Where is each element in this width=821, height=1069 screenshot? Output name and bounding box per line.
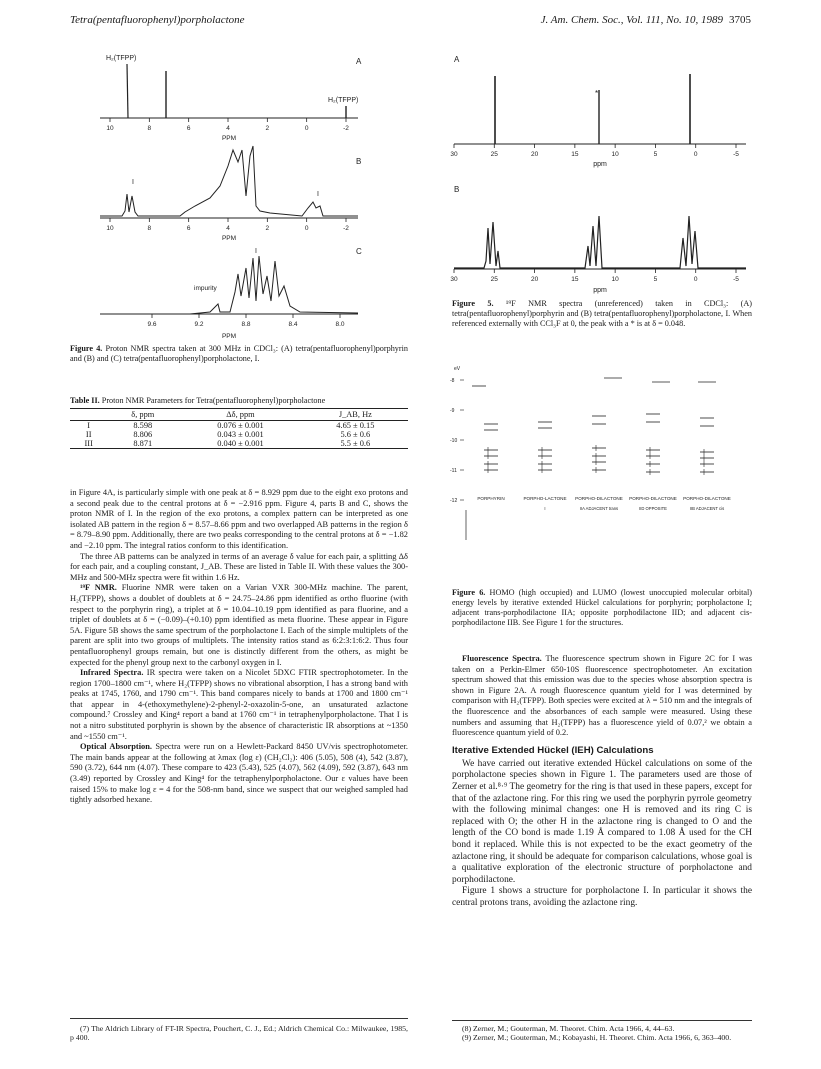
paragraph: Figure 1 shows a structure for porpholactone I. In particular it shows the central protons trans, avoiding the azlactone ring. xyxy=(452,886,752,908)
table-cell: 8.806 xyxy=(133,430,153,439)
fig4a-peak-label-left: H₂(TFPP) xyxy=(106,55,137,62)
fig5-panel-b xyxy=(450,185,746,294)
fig4-panel-b xyxy=(100,146,361,242)
figure-5-caption-text: ¹⁹F NMR spectra (unreferenced) taken in CDCl₃: (A) tetra(pentafluorophenyl)porphyrin and (B) tetra(pentafluorophenyl)porpholactone, I. When referenced externally with CCl₃F at 0, the peak with a * is at δ = 0.048. xyxy=(452,299,752,328)
fig4c-tick-label: 9.2 xyxy=(194,321,204,328)
fig6-axis-tick-label: -11 xyxy=(450,468,457,474)
footnotes-right xyxy=(452,1024,752,1043)
figure-5-caption xyxy=(452,299,752,329)
fig6-column-sublabel: IIA ADJACENT trans xyxy=(579,506,619,511)
fig5a-tick-label: 0 xyxy=(693,151,698,158)
fig5b-tick-label: 15 xyxy=(571,276,579,283)
running-header-journal xyxy=(541,14,751,26)
fig4a-main-peak xyxy=(127,64,128,118)
table-header-cell: δ, ppm xyxy=(107,409,178,421)
fig4b-marker-left: I xyxy=(132,179,134,186)
fig5a-tick-label: 30 xyxy=(450,151,458,158)
fig5a-tick-label: 20 xyxy=(530,151,539,158)
fig5b-xlabel: ppm xyxy=(593,287,607,294)
fig4b-tick-label: 4 xyxy=(226,225,230,232)
figure-6-caption-text: HOMO (high occupied) and LUMO (lowest unoccupied molecular orbital) energy levels by iterative extended Hückel calculations for porphyrin; porpholactone I; adjacent trans-porphodilactone IIA; opposite porphodilactone IID; and adjacent cis-porphodilactone IIB. See Figure 1 for the structures. xyxy=(452,588,753,627)
journal-citation: J. Am. Chem. Soc., Vol. 111, No. 10, 1989 xyxy=(540,14,723,26)
fig5a-tick-label: 25 xyxy=(490,151,498,158)
fig4b-xlabel: PPM xyxy=(221,235,237,242)
table-cell: 0.040 ± 0.001 xyxy=(178,439,302,449)
paragraph xyxy=(452,654,752,739)
table-header-cell: Δδ, ppm xyxy=(178,409,302,421)
fig4c-tick-label: 8.8 xyxy=(241,321,251,328)
fig4b-tick-label: 8 xyxy=(147,225,152,232)
figure-4 xyxy=(70,46,370,342)
fig6-axis-tick-label: -10 xyxy=(450,438,458,444)
fig4c-tick-label: 8.4 xyxy=(288,321,298,328)
fig6-column-label: PORPHO-LACTONE xyxy=(523,496,567,501)
figure-4-caption xyxy=(70,344,408,364)
fig4c-marker: I xyxy=(255,248,257,255)
paragraph-text: The fluorescence spectrum shown in Figure 2C for I was taken on a Perkin-Elmer 650-10S fluorescence spectrophotometer. An excitation spectrum showed that this emission was due to the species whose absorption spectra is shown in Figure 2A. A rough fluorescence quantum yield for I was determined by comparison with H₂(TFPP). Both species were excited at λ = 510 nm and the integrals of the fluorescence and the absorbances of each sample were measured. Using these numbers and assuming that H₂(TFPP) has a fluorescence yield of 0.07,² we obtain a fluorescence quantum yield of 0.2. xyxy=(452,654,752,738)
left-column-body xyxy=(70,488,408,806)
fig4c-panel-label: C xyxy=(356,247,362,256)
table-2-grid xyxy=(70,408,408,449)
table-cell: 8.598 xyxy=(133,421,153,430)
fig4a-tick-label: 10 xyxy=(106,125,114,132)
figure-6-caption-label: Figure 6. xyxy=(452,588,486,597)
fig4c-tick-label: 8.0 xyxy=(335,321,345,328)
table-cell: 8.871 xyxy=(107,439,178,449)
paragraph-text: Spectra were run on a Hewlett-Packard 8450 UV/vis spectrophotometer. The main bands appear at the following at λmax (log ε) (CH₂Cl₂): 406 (5.05), 508 (4), 542 (3.87), 590 (3.72), 644 nm (4.07). These compare to 423 (5.43), 525 (4.07), 562 (4.09), 592 (3.87), 643 nm (3.49) reported by Crossley and King⁴ for the tetraphenylporpholactone. Our ε values have been raised 15% to make log ε = 4 for the 508-nm band, since we suspect that our weighed sampled had tightly adsorbed hexane. xyxy=(70,742,409,805)
figure-5 xyxy=(440,46,756,296)
fig5a-panel-label: A xyxy=(454,55,460,64)
figure-4-spectra xyxy=(70,46,370,342)
fig6-column-sublabel: I xyxy=(544,506,546,511)
fig4a-xlabel: PPM xyxy=(221,135,237,142)
fig5b-tick-label: 25 xyxy=(490,276,498,283)
fig4c-impurity-label: impurity xyxy=(194,285,217,292)
table-2 xyxy=(70,396,408,449)
table-cell: III xyxy=(70,439,107,449)
footnote-7: (7) The Aldrich Library of FT-IR Spectra, Pouchert, C. J., Ed.; Aldrich Chemical Co.: Milwaukee, 1985, p 400. xyxy=(70,1024,408,1043)
fig4a-tick-label: 8 xyxy=(147,125,152,132)
table-cell: 5.5 ± 0.6 xyxy=(303,439,408,449)
fig5b-panel-label: B xyxy=(454,185,460,194)
running-header-title: Tetra(pentafluorophenyl)porpholactone xyxy=(70,14,245,26)
fig6-axis-tick-label: -12 xyxy=(450,498,458,504)
fig5-panel-a xyxy=(450,55,746,168)
fig6-column-sublabel: IIB ADJACENT cis xyxy=(689,506,725,511)
fig4a-peak-label-right: H₂(TFPP) xyxy=(328,97,359,104)
fig4b-tick-label: 2 xyxy=(265,225,270,232)
fig5b-spectrum-trace xyxy=(454,216,746,268)
table-cell: 5.6 ± 0.6 xyxy=(340,430,371,439)
fig4b-tick-label: 6 xyxy=(186,225,191,232)
paragraph: in Figure 4A, is particularly simple with one peak at δ = 8.929 ppm due to the eight exo protons and a second peak due to the central protons at δ = −2.916 ppm. Figure 4, parts B and C, shows the proton NMR of I. In the region of the exo protons, a complex pattern can be interpreted as one isolated AB pattern in the region δ = 8.57–8.66 ppm and two overlapped AB patterns in the region δ = 8.79–8.90 ppm. Additionally, there are two peaks corresponding to the central protons at δ = −1.82 and −2.10 ppm. The integral ratios conform to this identification. xyxy=(70,488,408,550)
fig4b-tick-label: -2 xyxy=(343,225,349,232)
fig5a-star: * xyxy=(595,89,599,98)
fig6-column-sublabel: IID OPPOSITE xyxy=(639,506,667,511)
paragraph: We have carried out iterative extended Hückel calculations on some of the porpholactone species shown in Figure 1. The parameters used are those of Zerner et al.⁸·⁹ The geometry for the ring is that used in these papers, except for that of the azlactone ring. For this ring we used the porphyrin pyrrole geometry with the following minimal changes: one H is removed and its ring C is replaced with O; the other H in the azlactone ring is changed to O and the length of the CO bond is made 1.19 Å compared to 1.08 Å used for the CH bond it replaced. While this is not expected to be the exact geometry of the azlactone ring, it should be adequate for comparison calculations, whose goal is a qualitative exploration of the electronic structure of porpholactone and porphodilactone. xyxy=(452,758,752,885)
paragraph-text: IR spectra were taken on a Nicolet 5DXC FTIR spectrophotometer. In the region 1700–1800 cm⁻¹, where H₂(TFPP) shows no vibrational absorption, I has a strong band with peaks at 1745, 1760, and 1790 cm⁻¹. This band compares nicely to bands at 1700 and 1800 cm⁻¹ that appear in 4-(ethoxymethylene)-2-phenyl-2-oxazolin-5-one, an unsaturated azlactone compound.⁷ Crossley and King⁴ report a band at 1760 cm⁻¹ in tetraphenylporpholactone. That I is not a nitro substituted porphyrin is shown by the absence of characteristic IR absorptions at ~1350 and ~1550 cm⁻¹. xyxy=(70,668,408,741)
fig5a-tick-label: 5 xyxy=(653,151,658,158)
fig4b-spectrum-trace xyxy=(100,146,358,216)
fig4a-panel-label: A xyxy=(356,57,362,66)
figure-6 xyxy=(446,360,752,572)
table-cell: I xyxy=(87,421,91,430)
fig4a-tick-label: 6 xyxy=(186,125,191,132)
fig4b-tick-label: 10 xyxy=(106,225,114,232)
fig6-axis-unit: eV xyxy=(454,366,461,372)
table-row xyxy=(70,430,408,439)
fig4c-tick-label: 9.6 xyxy=(147,321,157,328)
fig6-column-label: PORPHO-DILACTONE xyxy=(629,496,677,501)
figure-4-caption-text: Proton NMR spectra taken at 300 MHz in CDCl₃: (A) tetra(pentafluorophenyl)porphyrin and (B) and (C) tetra(pentafluorophenyl)porpholactone, I. xyxy=(70,344,408,363)
paragraph: The three AB patterns can be analyzed in terms of an average δ value for each pair, a splitting Δδ for each pair, and a coupling constant, J_AB. These are listed in Table II. With these values the 300-MHz and 500-MHz spectra were fit within 1.6 Hz. xyxy=(70,551,408,582)
table-cell: 0.076 ± 0.001 xyxy=(217,421,264,430)
fig5b-tick-label: 0 xyxy=(693,276,698,283)
figure-4-caption-label: Figure 4. xyxy=(70,344,103,353)
fig4-panel-a xyxy=(100,55,362,142)
fig4a-tick-label: 2 xyxy=(265,125,270,132)
table-cell: II xyxy=(85,430,92,439)
table-2-title xyxy=(70,396,408,406)
fig5b-tick-label: 5 xyxy=(653,276,658,283)
run-in-heading: ¹⁹F NMR. xyxy=(80,583,117,593)
figure-6-energy-diagram xyxy=(446,360,752,572)
fig4a-tick-label: 4 xyxy=(226,125,230,132)
fig4-panel-c xyxy=(100,247,362,340)
footnote-9: (9) Zerner, M.; Gouterman, M.; Kobayashi, H. Theoret. Chim. Acta 1966, 6, 363–400. xyxy=(462,1033,732,1043)
fig5b-tick-label: 30 xyxy=(450,276,458,283)
footnote-8: (8) Zerner, M.; Gouterman, M. Theoret. Chim. Acta 1966, 4, 44–63. xyxy=(462,1024,675,1033)
section-heading: Iterative Extended Hückel (IEH) Calculations xyxy=(452,744,654,756)
figure-6-caption xyxy=(452,588,752,628)
table-header-cell xyxy=(70,409,107,421)
fig4b-panel-label: B xyxy=(356,157,362,166)
table-2-header-row xyxy=(70,409,408,421)
run-in-heading: Optical Absorption. xyxy=(80,742,152,752)
page-number: 3705 xyxy=(729,14,751,26)
fig6-axis-tick-label: -8 xyxy=(450,378,455,384)
fig5b-tick-label: 20 xyxy=(530,276,539,283)
figure-5-spectra xyxy=(440,46,756,296)
fig6-column-label: PORPHYRIN xyxy=(477,496,505,501)
fig5a-tick-label: -5 xyxy=(733,151,739,158)
fig4c-xlabel: PPM xyxy=(221,333,237,340)
paragraph-text: Fluorine NMR were taken on a Varian VXR 300-MHz machine. The parent, H₂(TFPP), shows a doublet of doublets at δ = 24.75–24.86 ppm identified as ortho fluorine (with respect to the porphyrin ring), a triplet at δ = 10.04–10.19 ppm identified as para fluorine, and a triplet of doublets at δ = (−0.09)–(+0.10) ppm identified as meta fluorine. These appear in Figure 5A. Figure 5B shows the same spectrum of the porpholactone I. Each of the simple multiplets of the parent are split into two groups of multiplets. The intensity ratios stand as 6:2:3:1:6:2. Thus four pentafluorophenyl groups remain, but one is distinctly different from the others, as might be expected for the phenyl group next to the carbonyl oxygen in I. xyxy=(70,583,409,667)
fig4a-tick-label: -2 xyxy=(343,125,349,132)
paragraph xyxy=(70,742,408,806)
paragraph xyxy=(70,583,408,668)
table-2-title-text: Proton NMR Parameters for Tetra(pentafluorophenyl)porpholactone xyxy=(101,396,326,405)
table-cell: 0.043 ± 0.001 xyxy=(217,430,264,439)
fig5a-xlabel: ppm xyxy=(593,161,607,168)
run-in-heading: Fluorescence Spectra. xyxy=(462,654,542,663)
paragraph xyxy=(70,668,408,742)
fig5a-tick-label: 15 xyxy=(571,151,579,158)
footnote-rule-right xyxy=(452,1020,752,1021)
fig5b-tick-label: -5 xyxy=(733,276,739,283)
run-in-heading: Infrared Spectra. xyxy=(80,668,144,678)
fig6-axis-tick-label: -9 xyxy=(450,408,455,414)
fig6-column-label: PORPHO-DILACTONE xyxy=(575,496,623,501)
table-2-title-label: Table II. xyxy=(70,396,100,405)
fig4b-marker-right: I xyxy=(317,191,319,198)
fig4c-spectrum-trace xyxy=(100,256,358,314)
fig4b-tick-label: 0 xyxy=(304,225,309,232)
fig6-column-label: PORPHO-DILACTONE xyxy=(683,496,731,501)
figure-5-caption-label: Figure 5. xyxy=(452,299,494,308)
table-cell: 4.65 ± 0.15 xyxy=(336,421,375,430)
table-row xyxy=(70,421,408,431)
footnote-rule-left xyxy=(70,1018,408,1019)
fig4a-tick-label: 0 xyxy=(304,125,309,132)
fig5b-tick-label: 10 xyxy=(611,276,619,283)
right-column-body xyxy=(452,654,752,909)
table-header-cell: J_AB, Hz xyxy=(303,409,408,421)
table-row xyxy=(70,439,408,449)
fig5a-tick-label: 10 xyxy=(611,151,619,158)
